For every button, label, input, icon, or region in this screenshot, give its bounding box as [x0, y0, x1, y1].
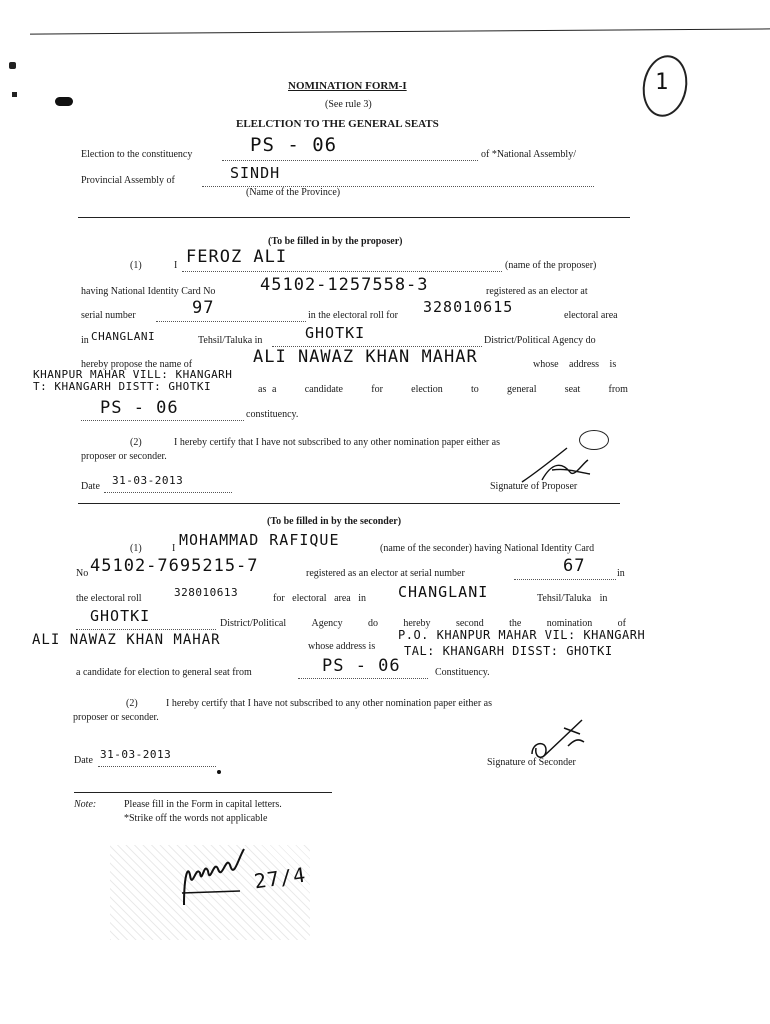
constituency-suffix: of *National Assembly/ — [481, 149, 576, 160]
top-border — [30, 28, 770, 34]
proposer-certify: I hereby certify that I have not subscribed to any other nomination paper either as — [174, 437, 500, 448]
seconder-in: in — [617, 568, 625, 579]
note-line-2: *Strike off the words not applicable — [124, 813, 268, 824]
form-subtitle: ELELCTION TO THE GENERAL SEATS — [236, 118, 439, 130]
proposer-nic: 45102-1257558-3 — [260, 275, 429, 295]
section-divider — [78, 217, 630, 218]
constituency-value: PS - 06 — [250, 134, 338, 156]
proposer-roll-label: in the electoral roll for — [308, 310, 398, 321]
proposer-propose-label: hereby propose the name of — [81, 359, 193, 370]
proposer-district-label: District/Political Agency do — [484, 335, 596, 346]
seconder-address-1: P.O. KHANPUR MAHAR VIL: KHANGARH — [398, 628, 646, 642]
form-title: NOMINATION FORM-I — [288, 80, 407, 92]
form-rule: (See rule 3) — [325, 99, 372, 110]
note-divider — [74, 792, 332, 793]
seconder-number-1: (1) — [130, 543, 142, 554]
seconder-serial: 67 — [563, 556, 586, 576]
proposer-candidate-for-line: a candidate for election to general seat from — [272, 384, 628, 395]
seconder-district: GHOTKI — [90, 607, 151, 625]
seconder-seat-label: a candidate for election to general seat from — [76, 667, 252, 678]
seconder-roll-label: the electoral roll — [76, 593, 142, 604]
seconder-area: CHANGLANI — [398, 583, 489, 601]
seconder-address-2: TAL: KHANGARH DISST: GHOTKI — [404, 644, 613, 658]
page-number: 1 — [655, 70, 670, 95]
seconder-registered: registered as an elector at serial number — [306, 568, 465, 579]
scan-speck — [12, 92, 17, 97]
proposer-area-suffix: electoral area — [564, 310, 618, 321]
proposer-serial-label: serial number — [81, 310, 136, 321]
proposer-number-1: (1) — [130, 260, 142, 271]
seconder-date-label: Date — [74, 755, 93, 766]
proposer-district: GHOTKI — [305, 324, 366, 342]
proposer-area: CHANGLANI — [91, 330, 156, 343]
proposer-address-1: KHANPUR MAHAR VILL: KHANGARH — [33, 368, 233, 381]
proposer-in: in — [81, 335, 89, 346]
seconder-heading: (To be filled in by the seconder) — [267, 516, 402, 527]
seconder-tehsil-label: Tehsil/Taluka in — [537, 593, 608, 604]
proposer-number-2: (2) — [130, 437, 142, 448]
proposer-candidate: ALI NAWAZ KHAN MAHAR — [253, 347, 478, 367]
proposer-heading: (To be filled in by the proposer) — [268, 236, 403, 247]
proposer-nic-label: having National Identity Card No — [81, 286, 216, 297]
seconder-roll: 328010613 — [174, 586, 239, 599]
seconder-date: 31-03-2013 — [100, 748, 172, 761]
proposer-seat: PS - 06 — [100, 398, 179, 418]
scan-speck — [55, 97, 73, 106]
note-line-1: Please fill in the Form in capital letters. — [124, 799, 282, 810]
seconder-name: MOHAMMAD RAFIQUE — [179, 531, 340, 549]
seconder-certify-2: proposer or seconder. — [73, 712, 159, 723]
stamp-date: 27/4 — [252, 862, 308, 894]
proposer-name-caption: (name of the proposer) — [505, 260, 597, 271]
seconder-nic: 45102-7695215-7 — [90, 556, 259, 576]
proposer-certify-2: proposer or seconder. — [81, 451, 167, 462]
proposer-as: as — [258, 384, 267, 395]
proposer-registered: registered as an elector at — [486, 286, 588, 297]
seconder-certify: I hereby certify that I have not subscribed to any other nomination paper either as — [166, 698, 492, 709]
seconder-candidate: ALI NAWAZ KHAN MAHAR — [32, 632, 221, 648]
handwritten-initials — [178, 845, 258, 915]
seconder-constituency-suffix: Constituency. — [435, 667, 490, 678]
proposer-name: FEROZ ALI — [186, 247, 288, 267]
constituency-label: Election to the constituency — [81, 149, 193, 160]
seconder-number-2: (2) — [126, 698, 138, 709]
seconder-name-caption: (name of the seconder) having National Identity Card — [380, 543, 595, 554]
assembly-label: Provincial Assembly of — [81, 175, 175, 186]
seconder-seat: PS - 06 — [322, 656, 401, 676]
province-value: SINDH — [230, 164, 281, 182]
scan-speck — [9, 62, 16, 69]
seconder-whose-address: whose address is — [308, 641, 376, 652]
proposer-date-label: Date — [81, 481, 100, 492]
seconder-signature-label: Signature of Seconder — [487, 757, 576, 768]
proposer-date: 31-03-2013 — [112, 474, 184, 487]
ink-dot — [217, 770, 221, 774]
note-label: Note: — [74, 799, 97, 810]
proposer-roll: 328010615 — [423, 298, 514, 316]
proposer-constituency-suffix: constituency. — [246, 409, 299, 420]
seconder-no-label: No — [76, 568, 89, 579]
proposer-signature-label: Signature of Proposer — [490, 481, 578, 492]
proposer-tehsil-label: Tehsil/Taluka in — [198, 335, 263, 346]
proposer-whose-address: whose address is — [533, 359, 617, 370]
seconder-i: I — [172, 543, 176, 554]
section-divider-2 — [78, 503, 620, 504]
province-caption: (Name of the Province) — [246, 187, 341, 198]
seconder-area-label: for electoral area in — [273, 593, 367, 604]
seconder-line3: District/Political Agency do hereby second the nomination of — [220, 618, 626, 629]
proposer-serial: 97 — [192, 298, 215, 318]
proposer-i: I — [174, 260, 178, 271]
proposer-address-2: T: KHANGARH DISTT: GHOTKI — [33, 380, 212, 393]
